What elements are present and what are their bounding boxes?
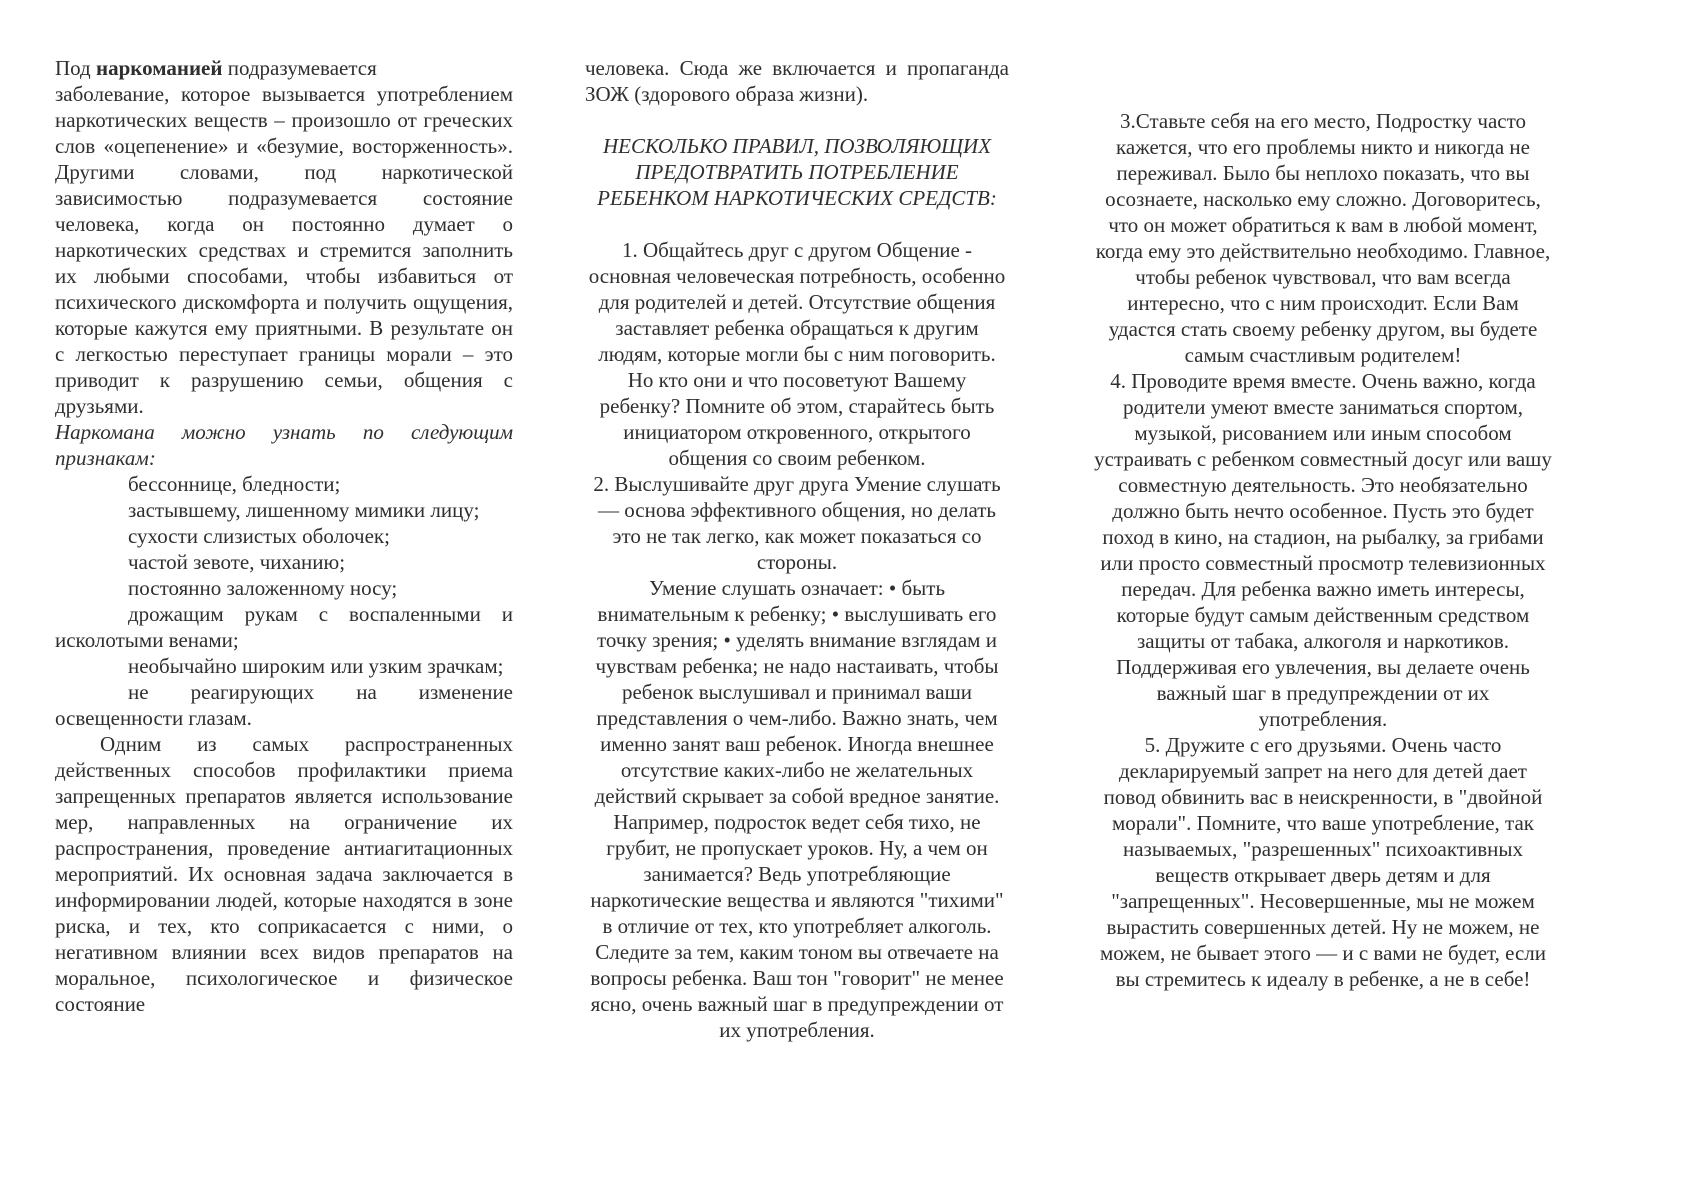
rule-2-paragraph: 2. Выслушивайте друг друга Умение слушать — основа эффективного общения, но делать это не так легко, как может показаться со стороны. [593, 472, 1001, 574]
rule-3-paragraph: 3.Ставьте себя на его место, Подростку часто кажется, что его проблемы никто и никогда не переживал. Было бы неплохо показать, что вы осознаете, насколько ему сложно. Договоритесь, что он может обратиться к вам в любой момент, когда ему это действительно необходимо. Главное, чтобы ребенок чувствовал, что вам всегда интересно, что с ним происходит. Если Вам удастся стать своему ребенку другом, вы будете самым счастливым родителем! [1095, 109, 1551, 367]
intro-term-bold: наркоманией [96, 56, 223, 80]
rules-heading: НЕСКОЛЬКО ПРАВИЛ, ПОЗВОЛЯЮЩИХ ПРЕДОТВРАТИТЬ ПОТРЕБЛЕНИЕ РЕБЕНКОМ НАРКОТИЧЕСКИХ СРЕДСТВ: [597, 134, 997, 210]
sign-item: дрожащим рукам с воспаленными и исколотыми венами; [55, 602, 513, 652]
sign-item: застывшему, лишенному мимики лицу; [128, 498, 480, 522]
prevention-paragraph: Одним из самых распространенных действенных способов профилактики приема запрещенных препаратов является использование мер, направленных на ограничение их распространения, проведение антиагитационных мероприятий. Их основная задача заключается в информировании людей, которые находятся в зоне риска, и тех, кто соприкасается с ними, о негативном влиянии всех видов препаратов на моральное, психологическое и физическое состояние [55, 732, 513, 1016]
sign-item: постоянно заложенному носу; [128, 576, 398, 600]
intro-prefix: Под [55, 56, 96, 80]
sign-item: бессоннице, бледности; [128, 472, 341, 496]
signs-heading: Наркомана можно узнать по следующим признакам: [55, 420, 513, 470]
sign-item: частой зевоте, чиханию; [128, 550, 346, 574]
column-right [1094, 108, 1552, 992]
continuation-paragraph: человека. Сюда же включается и пропаганда ЗОЖ (здорового образа жизни). [585, 56, 1009, 106]
sign-item: необычайно широким или узким зрачкам; [128, 654, 504, 678]
intro-line [55, 55, 513, 81]
column-middle [585, 55, 1009, 1043]
definition-paragraph: заболевание, которое вызывается употреблением наркотических веществ – произошло от греческих слов «оцепенение» и «безумие, восторженность». Другими словами, под наркотической зависимостью подразумевается состояние человека, когда он постоянно думает о наркотических средствах и стремится заполнить их любыми способами, чтобы избавиться от психического дискомфорта и получить ощущения, которые кажутся ему приятными. В результате он с легкостью переступает границы морали – это приводит к разрушению семьи, общения с друзьями. [55, 82, 513, 418]
rule-5-paragraph: 5. Дружите с его друзьями. Очень часто декларируемый запрет на него для детей дает повод обвинить вас в неискренности, в "двойной морали". Помните, что ваше употребление, так называемых, "разрешенных" психоактивных веществ открывает дверь детям и для "запрещенных". Несовершенные, мы не можем вырастить совершенных детей. Ну не можем, не можем, не бывает этого — и с вами не будет, если вы стремитесь к идеалу в ребенке, а не в себе! [1099, 733, 1547, 991]
rule-4-paragraph: 4. Проводите время вместе. Очень важно, когда родители умеют вместе заниматься спортом, музыкой, рисованием или иным способом устраивать с ребенком совместный досуг или вашу совместную деятельность. Это необязательно должно быть нечто особенное. Пусть это будет поход в кино, на стадион, на рыбалку, за грибами или просто совместный просмотр телевизионных передач. Для ребенка важно иметь интересы, которые будут самым действенным средством защиты от табака, алкоголя и наркотиков. Поддерживая его увлечения, вы делаете очень важный шаг в предупреждении от их употребления. [1094, 369, 1552, 731]
rule-1-paragraph: 1. Общайтесь друг с другом Общение - основная человеческая потребность, особенно для родителей и детей. Отсутствие общения заставляет ребенка обращаться к другим людям, которые могли бы с ним поговорить. Но кто они и что посоветуют Вашему ребенку? Помните об этом, старайтесь быть инициатором откровенного, открытого общения со своим ребенком. [588, 238, 1006, 470]
sign-item: сухости слизистых оболочек; [128, 524, 390, 548]
sign-item: не реагирующих на изменение освещенности глазам. [55, 680, 513, 730]
intro-suffix: подразумевается [222, 56, 377, 80]
column-left [55, 55, 513, 1017]
rule-2-detail-paragraph: Умение слушать означает: • быть внимательным к ребенку; • выслушивать его точку зрения; • уделять внимание взглядам и чувствам ребенка; не надо настаивать, чтобы ребенок выслушивал и принимал ваши представления о чем-либо. Важно знать, чем именно занят ваш ребенок. Иногда внешнее отсутствие каких-либо не желательных действий скрывает за собой вредное занятие. Например, подросток ведет себя тихо, не грубит, не пропускает уроков. Ну, а чем он занимается? Ведь употребляющие наркотические вещества и являются "тихими" в отличие от тех, кто употребляет алкоголь. Следите за тем, каким тоном вы отвечаете на вопросы ребенка. Ваш тон "говорит" не менее ясно, очень важный шаг в предупреждении от их употребления. [590, 576, 1004, 1042]
